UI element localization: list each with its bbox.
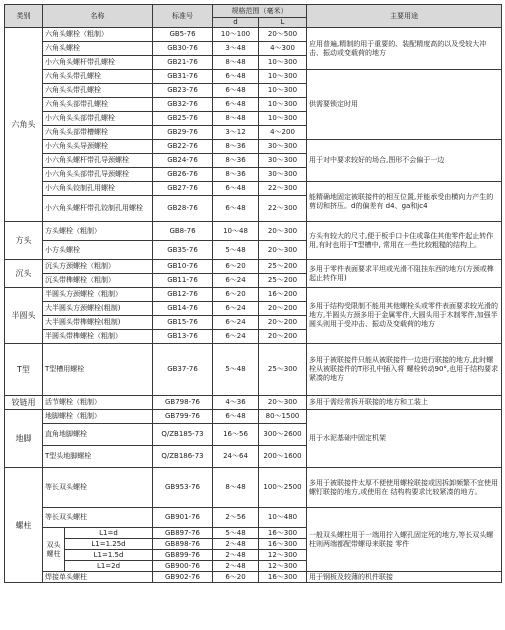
standard-number: GB26-76 — [153, 168, 213, 182]
bolt-name: 小六角头螺杆带孔铰制孔用螺栓 — [43, 196, 153, 222]
bolt-name: 六角头头部带槽螺栓 — [43, 126, 153, 140]
col-header-name: 名称 — [43, 5, 153, 28]
range-L: 16～200 — [259, 288, 307, 302]
standard-number: GB953-76 — [153, 468, 213, 508]
category-hinge: 铰链用 — [5, 396, 43, 410]
range-d: 8～48 — [213, 112, 259, 126]
range-d: 5～48 — [213, 344, 259, 396]
range-L: 10～300 — [259, 98, 307, 112]
standard-number: GB12-76 — [153, 288, 213, 302]
range-d: 6～24 — [213, 330, 259, 344]
use-description: 多用于结构受限制不能用其他螺栓头或零件表面要求较光滑的地方,半圆头方颈多用于金属零件,大圆头用于木制零件,加强半圆头则用于受冲击、振动及变载荷的地方 — [307, 288, 502, 344]
range-d: 10～100 — [213, 28, 259, 42]
range-d: 6～48 — [213, 84, 259, 98]
header-row — [5, 5, 502, 18]
table-row — [5, 396, 502, 410]
standard-number: GB23-76 — [153, 84, 213, 98]
bolt-name: L1=1.5d — [65, 550, 153, 561]
table-row — [5, 140, 502, 154]
range-L: 20～200 — [259, 302, 307, 316]
use-description: 一般双头螺柱用于一端用拧入螺孔固定死的地方,等长双头螺柱则两端都配带螺母来联接 零件 — [307, 508, 502, 572]
table-row — [5, 468, 502, 508]
use-description: 多用于需经常拆开联接的地方和工装上 — [307, 396, 502, 410]
range-d: 8～48 — [213, 468, 259, 508]
standard-number: GB29-76 — [153, 126, 213, 140]
range-L: 100～2500 — [259, 468, 307, 508]
standard-number: GB799-76 — [153, 410, 213, 424]
col-header-range: 规格范围（毫米） — [213, 5, 307, 18]
bolt-name: 半圆头带榫螺栓（粗制） — [43, 330, 153, 344]
range-L: 22～300 — [259, 182, 307, 196]
range-L: 10～300 — [259, 70, 307, 84]
bolt-name: 小六角头铰制孔用螺栓 — [43, 182, 153, 196]
standard-number: GB10-76 — [153, 260, 213, 274]
bolt-name: 等长双头螺栓 — [43, 468, 153, 508]
standard-number: GB8-76 — [153, 222, 213, 241]
standard-number: GB897-76 — [153, 528, 213, 539]
range-L: 10～300 — [259, 112, 307, 126]
standard-number: GB30-76 — [153, 42, 213, 56]
range-d: 2～48 — [213, 539, 259, 550]
standard-number: GB37-76 — [153, 344, 213, 396]
bolt-name: T型槽用螺栓 — [43, 344, 153, 396]
range-L: 10～480 — [259, 508, 307, 528]
category-countersunk: 沉头 — [5, 260, 43, 288]
bolt-name: 小六角头头部带孔导颈螺栓 — [43, 168, 153, 182]
standard-number: GB21-76 — [153, 56, 213, 70]
table-row — [5, 508, 502, 528]
table-row — [5, 182, 502, 196]
range-d: 5～48 — [213, 241, 259, 260]
range-d: 8～36 — [213, 154, 259, 168]
col-header-L: L — [259, 18, 307, 28]
bolt-name: L1=d — [65, 528, 153, 539]
range-d: 6～48 — [213, 196, 259, 222]
bolt-name: 六角头头带孔螺栓 — [43, 70, 153, 84]
use-description: 多用于被联接件太厚不便使用螺栓联接或因拆卸频繁不宜使用螺钉联接的地方,或使用在 结构构要求比较紧凑的地方。 — [307, 468, 502, 508]
range-d: 6～20 — [213, 260, 259, 274]
bolt-name: 小六角头头导颈螺栓 — [43, 140, 153, 154]
sublabel-double-stud: 双头螺柱 — [43, 528, 65, 572]
col-header-standard: 标准号 — [153, 5, 213, 28]
range-d: 8～48 — [213, 56, 259, 70]
standard-number: GB22-76 — [153, 140, 213, 154]
standard-number: GB35-76 — [153, 241, 213, 260]
standard-number: GB899-76 — [153, 550, 213, 561]
range-L: 12～300 — [259, 550, 307, 561]
range-L: 16～300 — [259, 539, 307, 550]
standard-number: GB25-76 — [153, 112, 213, 126]
range-L: 22～300 — [259, 196, 307, 222]
range-L: 30～300 — [259, 140, 307, 154]
bolt-name: 地脚螺栓（粗制） — [43, 410, 153, 424]
category-anchor: 地脚 — [5, 410, 43, 468]
range-d: 8～36 — [213, 140, 259, 154]
standard-number: Q/ZB185-73 — [153, 424, 213, 446]
bolt-name: 六角头螺栓 — [43, 42, 153, 56]
bolt-name: 沉头方颈螺栓（粗制） — [43, 260, 153, 274]
table-row — [5, 572, 502, 583]
bolt-name: L1=2d — [65, 561, 153, 572]
bolt-spec-table — [4, 4, 502, 583]
standard-number: GB13-76 — [153, 330, 213, 344]
use-description: 多用于零件表面要求平坦或光滑不阻挂东西的地方(方颈或榫起止转作用) — [307, 260, 502, 288]
use-description: 方头有较大的尺寸,便于板手口卡住或靠住其他零件起止转作用,有时也用于T型槽中, 常用在一些比较粗糙的结构上。 — [307, 222, 502, 260]
standard-number: Q/ZB186-73 — [153, 446, 213, 468]
table-row — [5, 410, 502, 424]
bolt-name: 大半圆头方颈螺栓(粗制) — [43, 302, 153, 316]
range-d: 6～20 — [213, 572, 259, 583]
standard-number: GB900-76 — [153, 561, 213, 572]
category-hex: 六角头 — [5, 28, 43, 222]
range-L: 30～300 — [259, 168, 307, 182]
range-L: 30～300 — [259, 154, 307, 168]
standard-number: GB798-76 — [153, 396, 213, 410]
bolt-name: 沉头带榫螺栓（粗制） — [43, 274, 153, 288]
range-L: 16～300 — [259, 572, 307, 583]
range-L: 4～300 — [259, 42, 307, 56]
standard-number: GB28-76 — [153, 196, 213, 222]
range-L: 20～300 — [259, 396, 307, 410]
use-description: 应用普遍,精制的用于重要的、装配精度高的以及受较大冲击、振动或变载荷的地方 — [307, 28, 502, 70]
range-L: 10～300 — [259, 84, 307, 98]
range-L: 20～300 — [259, 222, 307, 241]
range-d: 16～56 — [213, 424, 259, 446]
use-description: 供需要锁定时用 — [307, 70, 502, 140]
bolt-name: 方头螺栓（粗制） — [43, 222, 153, 241]
standard-number: GB27-76 — [153, 182, 213, 196]
bolt-name: 等长双头螺柱 — [43, 508, 153, 528]
range-d: 6～24 — [213, 316, 259, 330]
standard-number: GB32-76 — [153, 98, 213, 112]
table-row — [5, 28, 502, 42]
use-description: 用于钢板及较薄的机件联接 — [307, 572, 502, 583]
table-row — [5, 70, 502, 84]
range-L: 20～500 — [259, 28, 307, 42]
category-tshape: T型 — [5, 344, 43, 396]
table-row — [5, 288, 502, 302]
range-d: 6～20 — [213, 288, 259, 302]
category-halfround: 半圆头 — [5, 288, 43, 344]
category-square: 方头 — [5, 222, 43, 260]
category-stud: 螺柱 — [5, 468, 43, 583]
bolt-name: L1=1.25d — [65, 539, 153, 550]
use-description: 用于对中要求较好的场合,图形不会偏于一边 — [307, 140, 502, 182]
range-d: 24～64 — [213, 446, 259, 468]
standard-number: GB902-76 — [153, 572, 213, 583]
range-L: 20～300 — [259, 241, 307, 260]
range-d: 6～48 — [213, 410, 259, 424]
range-L: 10～300 — [259, 56, 307, 70]
range-L: 300～2600 — [259, 424, 307, 446]
bolt-name: 六角头头带孔螺栓 — [43, 84, 153, 98]
bolt-name: 半圆头方颈螺栓（粗制） — [43, 288, 153, 302]
range-d: 6～24 — [213, 274, 259, 288]
standard-number: GB898-76 — [153, 539, 213, 550]
bolt-name: 直角地脚螺栓 — [43, 424, 153, 446]
range-L: 20～200 — [259, 316, 307, 330]
bolt-name: 六角头头部带孔螺栓 — [43, 98, 153, 112]
standard-number: GB14-76 — [153, 302, 213, 316]
range-L: 25～200 — [259, 260, 307, 274]
bolt-name: 小六角头螺杆带孔螺栓 — [43, 56, 153, 70]
range-d: 8～36 — [213, 168, 259, 182]
standard-number: GB15-76 — [153, 316, 213, 330]
range-d: 6～48 — [213, 98, 259, 112]
range-L: 25～200 — [259, 274, 307, 288]
bolt-name: 活节螺栓（粗制） — [43, 396, 153, 410]
range-d: 3～12 — [213, 126, 259, 140]
standard-number: GB901-76 — [153, 508, 213, 528]
range-d: 2～48 — [213, 561, 259, 572]
range-d: 6～48 — [213, 182, 259, 196]
range-L: 16～300 — [259, 528, 307, 539]
range-d: 10～48 — [213, 222, 259, 241]
col-header-category: 类别 — [5, 5, 43, 28]
use-description: 能精确地固定被联接件的相互位置,并能承受由横向力产生的剪切和挤压。d的偏差有 d4、ga和jc4 — [307, 182, 502, 222]
standard-number: GB11-76 — [153, 274, 213, 288]
range-d: 6～24 — [213, 302, 259, 316]
use-description: 多用于被联接件只能从被联接件一边进行联接的地方,此时螺栓从被联接件的T形孔中插入将 螺栓转动90°,也用于结构要求紧凑的地方 — [307, 344, 502, 396]
table-row — [5, 260, 502, 274]
bolt-name: 小方头螺栓 — [43, 241, 153, 260]
range-L: 20～200 — [259, 330, 307, 344]
range-d: 6～48 — [213, 70, 259, 84]
range-L: 200～1600 — [259, 446, 307, 468]
bolt-name: 大半圆头带榫螺栓(粗制) — [43, 316, 153, 330]
range-d: 4～36 — [213, 396, 259, 410]
range-L: 80～1500 — [259, 410, 307, 424]
bolt-name: 小六角头头部带孔螺栓 — [43, 112, 153, 126]
range-L: 4～200 — [259, 126, 307, 140]
col-header-use: 主要用途 — [307, 5, 502, 28]
table-row — [5, 344, 502, 396]
table-row — [5, 222, 502, 241]
standard-number: GB24-76 — [153, 154, 213, 168]
range-d: 5～48 — [213, 528, 259, 539]
bolt-name: 焊接单头螺柱 — [43, 572, 153, 583]
standard-number: GB31-76 — [153, 70, 213, 84]
use-description: 用于水泥基础中固定机架 — [307, 410, 502, 468]
bolt-name: T型头地脚螺栓 — [43, 446, 153, 468]
range-d: 2～48 — [213, 550, 259, 561]
range-d: 2～56 — [213, 508, 259, 528]
range-L: 12～300 — [259, 561, 307, 572]
bolt-name: 小六角头螺杆带孔导颈螺栓 — [43, 154, 153, 168]
col-header-d: d — [213, 18, 259, 28]
range-d: 3～48 — [213, 42, 259, 56]
bolt-name: 六角头螺栓（粗制） — [43, 28, 153, 42]
standard-number: GB5-76 — [153, 28, 213, 42]
range-L: 25～300 — [259, 344, 307, 396]
